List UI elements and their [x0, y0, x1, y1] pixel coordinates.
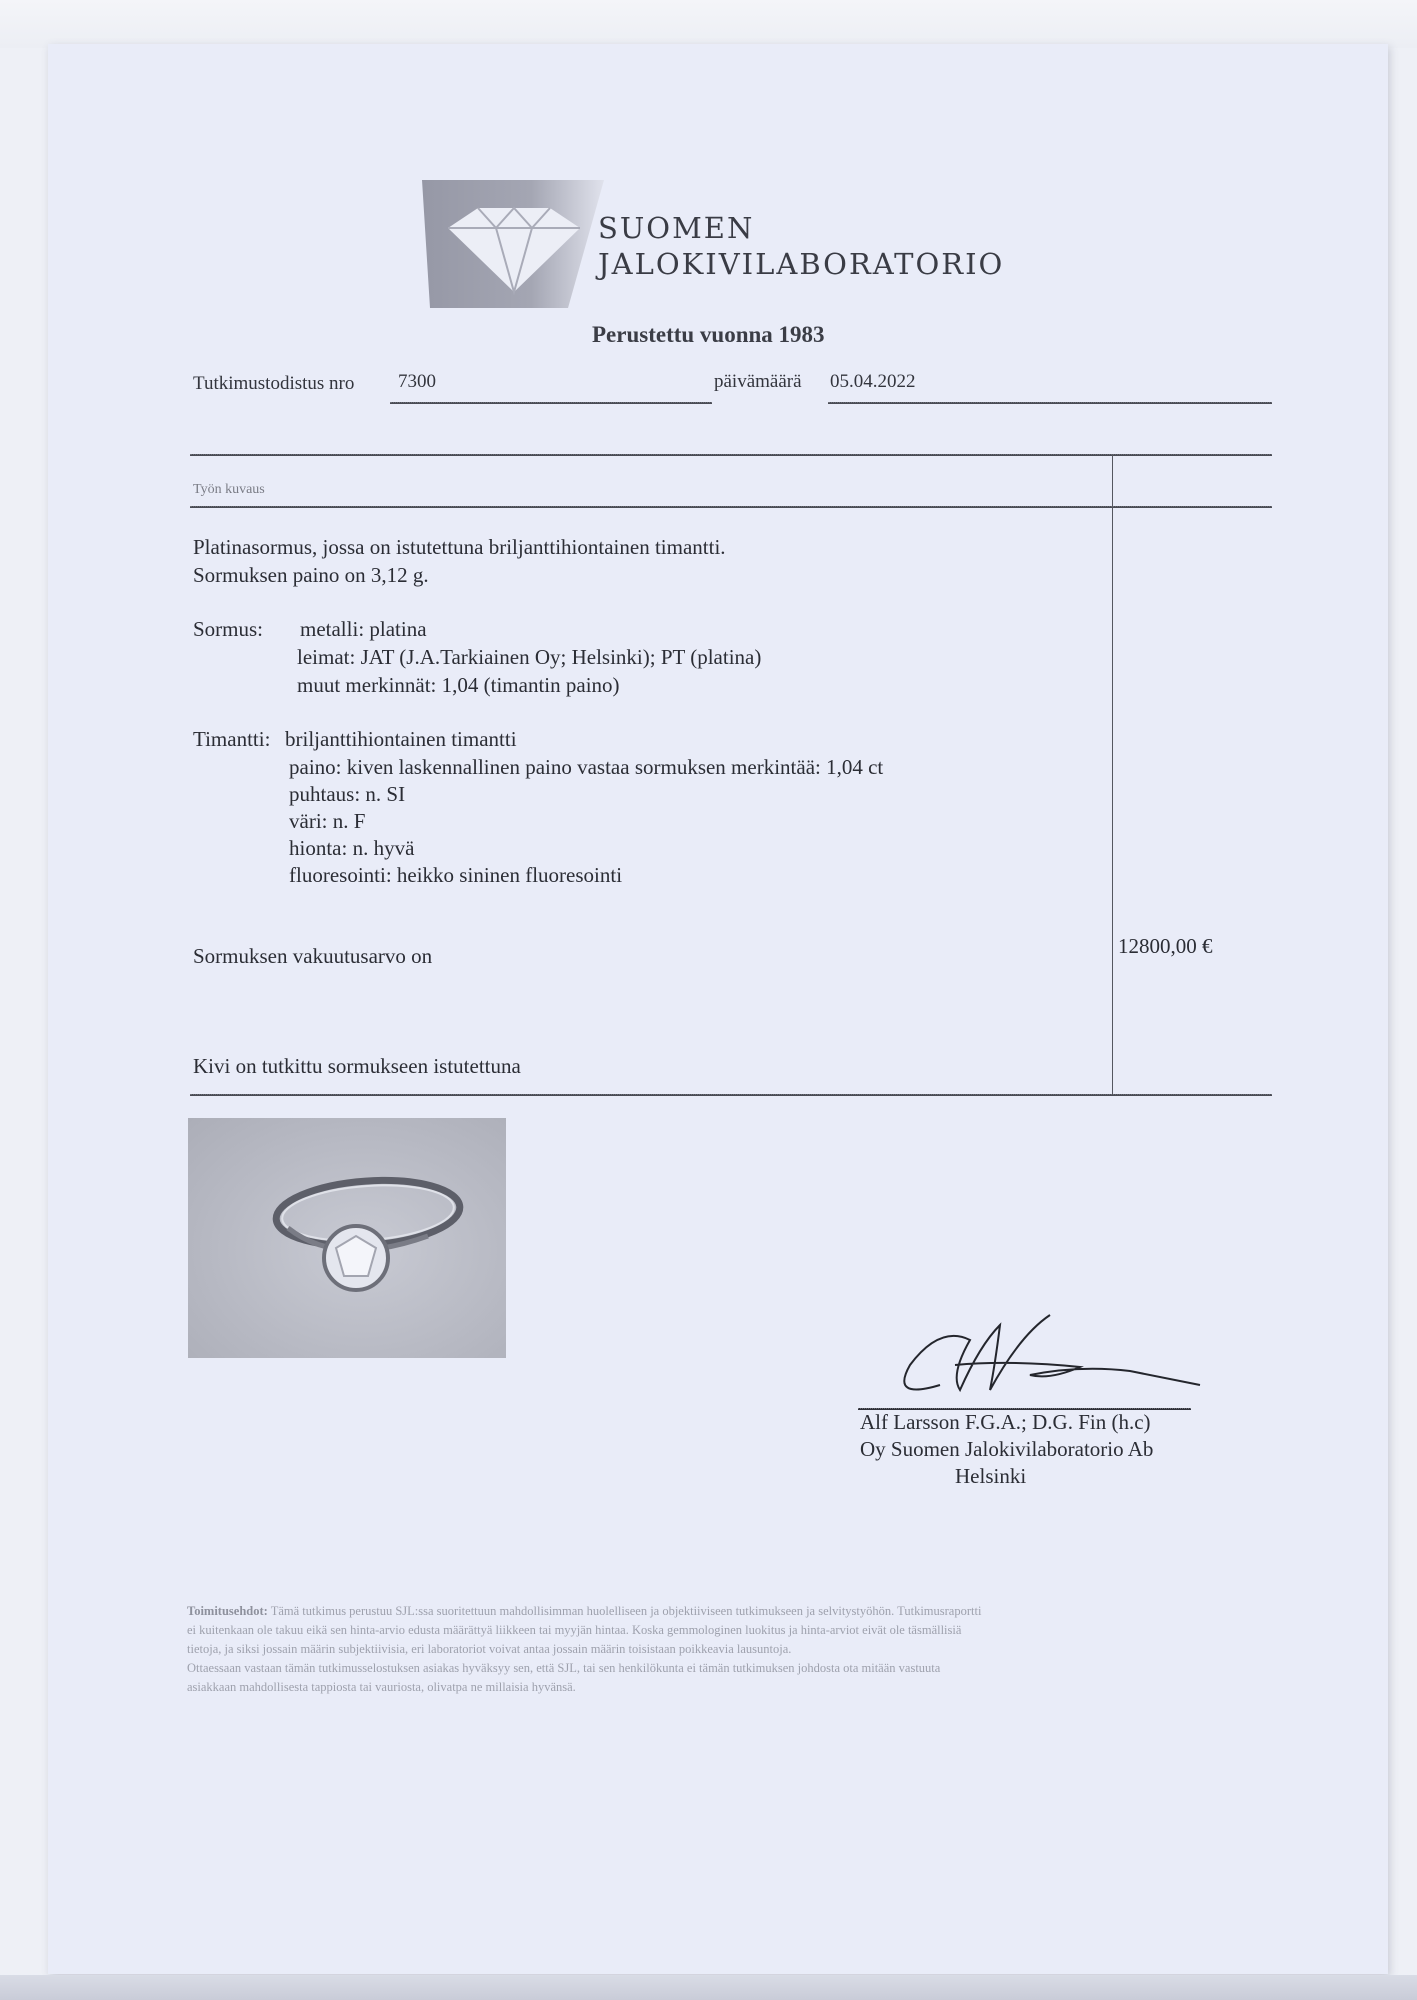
diamond-fluorescence: fluoresointi: heikko sininen fluoresointi: [289, 863, 623, 887]
terms-line-1: [187, 1602, 981, 1621]
insurance-value-label: Sormuksen vakuutusarvo on: [193, 944, 433, 968]
signer-name: Alf Larsson F.G.A.; D.G. Fin (h.c): [860, 1410, 1151, 1434]
terms-line-4: Ottaessaan vastaan tämän tutkimusselostuksen asiakas hyväksyy sen, että SJL, tai sen henkilökunta ei tämän tutkimuksen johdosta ota mitään vastuuta: [187, 1661, 941, 1675]
terms-heading: Toimitusehdot:: [187, 1604, 268, 1618]
certificate-number-value: 7300: [398, 371, 436, 392]
logo-wordmark: [598, 210, 1004, 282]
diamond-clarity: puhtaus: n. SI: [289, 782, 406, 806]
table-header-rule: [190, 506, 1272, 508]
logo-line-1: SUOMEN: [598, 211, 755, 245]
ring-photo: [188, 1118, 506, 1358]
terms-line-5: asiakkaan mahdollisesta tappiosta tai vauriosta, olivatpa ne millaisia hyvänsä.: [187, 1680, 576, 1694]
diamond-color: väri: n. F: [289, 809, 366, 833]
ring-label: Sormus:: [193, 617, 264, 641]
insurance-value: 12800,00 €: [1118, 934, 1213, 958]
logo-line-2: JALOKIVILABORATORIO: [598, 247, 1005, 281]
signer-company: Oy Suomen Jalokivilaboratorio Ab: [860, 1437, 1154, 1461]
founded-text: Perustettu vuonna 1983: [592, 322, 825, 347]
diamond-weight: paino: kiven laskennallinen paino vastaa sormuksen merkintää: 1,04 ct: [289, 755, 884, 779]
certificate-number-label: Tutkimustodistus nro: [193, 373, 355, 394]
date-label: päivämäärä: [714, 371, 802, 392]
date-underline: [828, 402, 1272, 404]
terms-line-2: ei kuitenkaan ole takuu eikä sen hinta-arvio edusta määrättyä liikkeen tai myyjän hintaa. Koska gemmologinen luokitus ja hinta-arviot eivät ole täsmällisiä: [187, 1623, 962, 1637]
ring-metal: metalli: platina: [300, 617, 427, 641]
section-label: Työn kuvaus: [193, 482, 265, 497]
backdrop-shadow: [0, 1975, 1417, 2000]
ring-image-icon: [188, 1118, 506, 1358]
table-column-divider: [1112, 454, 1113, 1094]
signature-icon: [880, 1305, 1220, 1405]
table-top-rule: [190, 454, 1272, 456]
terms-line-3: tietoja, ja siksi jossain määrin subjektiivisia, eri laboratoriot voivat antaa jossain määrin toisistaan poikkeavia lausuntoja.: [187, 1642, 792, 1656]
description-line-1: Platinasormus, jossa on istutettuna briljanttihiontainen timantti.: [193, 535, 726, 559]
ring-marks: leimat: JAT (J.A.Tarkiainen Oy; Helsinki); PT (platina): [297, 645, 762, 669]
number-underline: [390, 402, 712, 404]
examination-note: Kivi on tutkittu sormukseen istutettuna: [193, 1054, 521, 1078]
date-value: 05.04.2022: [830, 371, 916, 392]
diamond-cut: hionta: n. hyvä: [289, 836, 415, 860]
terms-text-1: Tämä tutkimus perustuu SJL:ssa suoritettuun mahdollisimman huolelliseen ja objektiiviseen tutkimukseen ja selvitystyöhön. Tutkimusraportti: [270, 1604, 982, 1618]
diamond-type: briljanttihiontainen timantti: [285, 727, 517, 751]
diamond-label: Timantti:: [193, 727, 271, 751]
diamond-logo-icon: [418, 176, 608, 312]
table-bottom-rule: [190, 1094, 1272, 1096]
signer-city: Helsinki: [955, 1464, 1027, 1488]
ring-other-marks: muut merkinnät: 1,04 (timantin paino): [297, 673, 620, 697]
description-line-2: Sormuksen paino on 3,12 g.: [193, 563, 429, 587]
backdrop: [0, 0, 1417, 48]
